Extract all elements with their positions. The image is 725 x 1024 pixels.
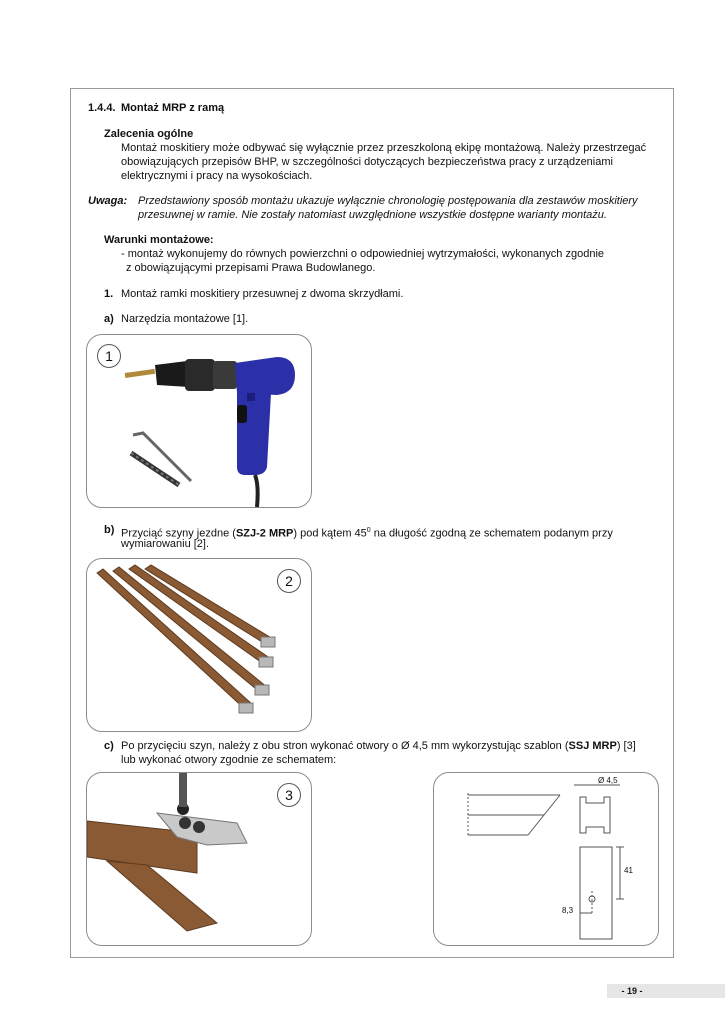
drill-illustration (87, 335, 311, 507)
step-c-label: c) (104, 740, 114, 752)
step-a-text: Narzędzia montażowe [1]. (121, 313, 249, 325)
general-heading: Zalecenia ogólne (104, 128, 194, 140)
dimension-horizontal: 8,3 (562, 906, 574, 915)
page-footer-bar (607, 984, 725, 998)
figure-template (86, 772, 312, 946)
step-b-text-mid: ) pod kątem 45 (293, 527, 367, 540)
step-b-label: b) (104, 524, 115, 536)
step-b-degree: 0 (366, 527, 371, 534)
figure-rails (86, 558, 312, 732)
section-number: 1.4.4. (88, 102, 116, 114)
step1-text: Montaż ramki moskitiery przesuwnej z dwoma skrzydłami. (121, 288, 404, 300)
page-number: - 19 - (621, 986, 643, 996)
figure-3-number: 3 (277, 783, 301, 807)
step-b-text-pre: Przyciąć szyny jezdne ( (121, 527, 236, 540)
dimension-vertical: 41 (624, 866, 633, 875)
general-line-3: elektrycznymi i pracy na wysokościach. (121, 170, 313, 182)
step-a-label: a) (104, 313, 114, 325)
note-line-2: przesuwnej w ramie. Nie zostały natomiast uwzględnione wszystkie dostępne warianty montażu. (138, 209, 607, 221)
drawing-lines (434, 773, 658, 945)
figure-tools (86, 334, 312, 508)
step-c-line-2: lub wykonać otwory zgodnie ze schematem: (121, 754, 337, 766)
step-b-text-post: na długość zgodną ze schematem podanym przy (370, 527, 613, 540)
conditions-line-2: z obowiązującymi przepisami Prawa Budowlanego. (126, 262, 376, 274)
step-c-text-bold: SSJ MRP (568, 740, 617, 752)
step-c-text-post: ) [3] (616, 740, 636, 752)
step-b-line-2: wymiarowaniu [2]. (121, 538, 210, 550)
note-label: Uwaga: (88, 195, 128, 207)
general-line-2: obowiązujących przepisów BHP, w szczególności dotyczących bezpieczeństwa pracy z urządzeniami (121, 156, 613, 168)
conditions-line-1: - montaż wykonujemy do równych powierzchni o odpowiedniej wytrzymałości, wykonanych zgodnie (121, 248, 605, 260)
step1-number: 1. (104, 288, 114, 300)
section-title: Montaż MRP z ramą (121, 102, 225, 114)
figure-1-number: 1 (97, 344, 121, 368)
step-c-text (121, 739, 636, 754)
dimension-diameter: Ø 4,5 (598, 776, 618, 785)
general-line-1: Montaż moskitiery może odbywać się wyłącznie przez przeszkoloną ekipę montażową. Należy przestrzegać (121, 142, 647, 154)
technical-drawing (433, 772, 659, 946)
note-line-1: Przedstawiony sposób montażu ukazuje wyłącznie chronologię postępowania dla zestawów moskitiery (138, 195, 638, 207)
step-b-text-bold: SZJ-2 MRP (235, 527, 294, 540)
step-c-text-pre: Po przycięciu szyn, należy z obu stron wykonać otwory o Ø 4,5 mm wykorzystując szablon ( (121, 740, 569, 752)
figure-2-number: 2 (277, 569, 301, 593)
conditions-heading: Warunki montażowe: (104, 234, 214, 246)
